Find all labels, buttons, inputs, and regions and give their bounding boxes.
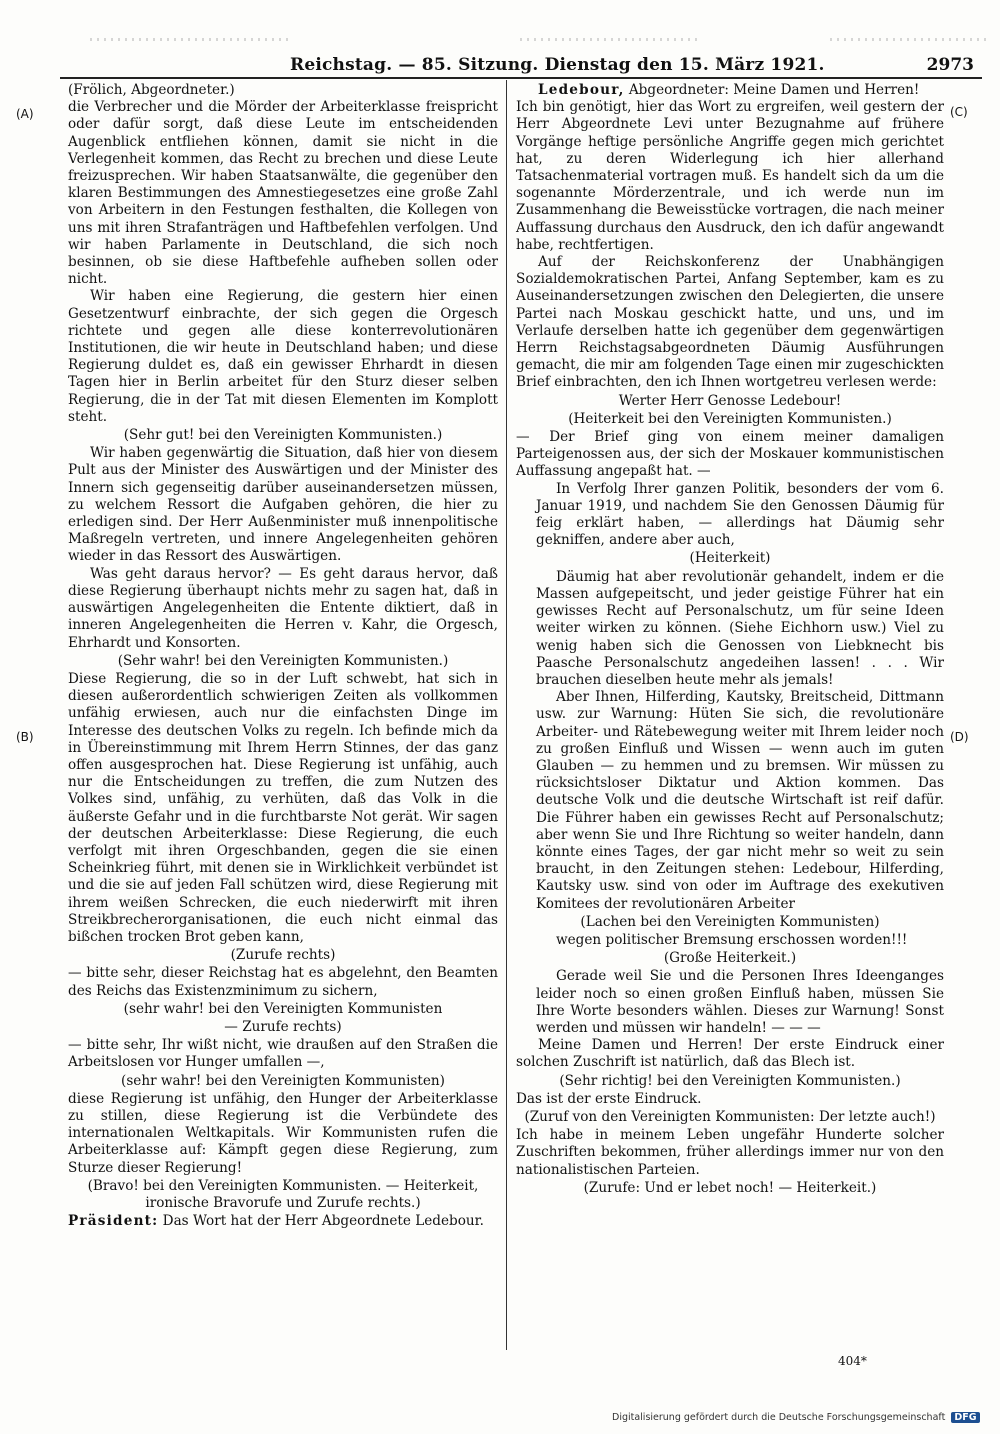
footer-credit-bar: [612, 1412, 998, 1428]
speaker-intro: (Frölich, Abgeordneter.): [68, 82, 235, 98]
speaker-line: [516, 82, 944, 99]
column-divider: [506, 80, 507, 1350]
paragraph: Auf der Reichskonferenz der Unabhängigen Sozialdemokratischen Partei, Anfang September, kam es zu Auseinandersetzungen zwischen den Delegierten, die unsere Partei nach Moskau geschickt hatte, und uns, und im Verlaufe derselben hatte ich gegenüber dem gegenwärtigen Herrn Reichstagsabgeordneten Däumig Ausführungen gemacht, die mir am folgenden Tage einen mir zugeschickten Brief einbrachten, den ich Ihnen wortgetreu verlesen werde:: [516, 254, 944, 391]
interjection: (Zurufe: Und er lebet noch! — Heiterkeit.): [583, 1179, 877, 1196]
paragraph: Ich bin genötigt, hier das Wort zu ergreifen, weil gestern der Herr Abgeordnete Levi unter Bezugnahme auf frühere Vorgänge heftige persönliche Angriffe gegen mich gerichtet hat, zu deren Widerlegung ich hier allerhand Tatsachenmaterial vortragen muß. Es handelt sich da um die sogenannte Mörderzentrale, und ich werde nun im Zusammenhang die Beweisstücke vortragen, die nach meiner Auffassung durchaus den Ausdruck, den ich dafür angewandt habe, rechtfertigen.: [516, 99, 944, 253]
interjection: (Heiterkeit bei den Vereinigten Kommunisten.): [568, 410, 892, 427]
paragraph: Diese Regierung, die so in der Luft schwebt, hat sich in diesen außerordentlich schwierigen Zeiten als vollkommen unfähig erwiesen, auch nur die einfachsten Dinge im Interesse des deutschen Volks zu regeln. Ich befinde mich da in Übereinstimmung mit Ihrem Herrn Stinnes, der das ganz offen ausgesprochen hat. Diese Regierung ist unfähig, auch nur die Entscheidungen zu treffen, die zum Nutzen des Volkes sind, unfähig, zu verhüten, daß das Volk in die äußerste Gefahr und in die furchtbarste Not gerät. Wir sagen der deutschen Arbeiterklasse: Diese Regierung, die euch verfolgt mit ihren Orgeschbanden, gegen die sie einen Scheinkrieg führt, mit denen sie in Wirklichkeit verbündet ist und die sie auf jeden Fall schützen wird, diese Regierung mit ihrem weißen Schrecken, die euch niederwirft mit ihren Streikbrecherorganisationen, die euch nicht einmal das bißchen trocken Brot geben kann,: [68, 670, 498, 945]
page-number: 2973: [926, 55, 974, 75]
interjection: (Lachen bei den Vereinigten Kommunisten): [580, 913, 880, 930]
president-statement: [68, 1213, 498, 1230]
scan-noise-right: [830, 38, 990, 41]
interjection: (sehr wahr! bei den Vereinigten Kommunisten): [121, 1072, 445, 1089]
president-text: Das Wort hat der Herr Abgeordnete Ledebour.: [162, 1213, 484, 1230]
scan-noise-left: [90, 38, 290, 41]
page-title: Reichstag. — 85. Sitzung. Dienstag den 15. März 1921.: [290, 55, 825, 75]
letter-quote: wegen politischer Bremsung erschossen worden!!!: [556, 931, 908, 948]
interjection: (Bravo! bei den Vereinigten Kommunisten. — Heiterkeit, ironische Bravorufe und Zurufe rechts.): [87, 1177, 479, 1211]
footer-credit: Digitalisierung gefördert durch die Deutsche Forschungsgemeinschaft: [612, 1412, 946, 1423]
president-label: Präsident:: [68, 1213, 159, 1230]
margin-marker-d: (D): [950, 730, 969, 744]
page-header: [60, 55, 982, 79]
paragraph: die Verbrecher und die Mörder der Arbeiterklasse freispricht oder dafür sorgt, daß diese Leute im entscheidenden Augenblick entfliehen können, damit sie nicht in die Verlegenheit kommen, das Recht zu brechen und diese Leute freizusprechen. Wir haben Staatsanwälte, die gegenüber den klaren Bestimmungen des Amnestiegesetzes eine große Zahl von Arbeitern in den Festungen festhalten, die Kollegen von uns mit ihren Strafanträgen und Haftbefehlen verfolgen. Und wir haben Parlamente in Deutschland, die sich noch besinnen, ob sie diese Haftbefehle aufheben sollen oder nicht.: [68, 99, 498, 288]
scan-noise-center: [520, 38, 700, 41]
speaker-role: Abgeordneter: Meine Damen und Herren!: [628, 82, 920, 98]
interjection: (sehr wahr! bei den Vereinigten Kommunisten: [123, 1000, 443, 1017]
letter-quote: Gerade weil Sie und die Personen Ihres Ideenganges leider noch so einen großen Einfluß haben, müssen Sie Ihre Worte besonders wählen. Dieses zur Warnung! Sonst werden und müssen wir handeln! — — —: [536, 968, 944, 1036]
letter-salutation: Werter Herr Genosse Ledebour!: [618, 392, 842, 409]
paragraph: — bitte sehr, dieser Reichstag hat es abgelehnt, den Beamten des Reichs das Existenzminimum zu sichern,: [68, 965, 498, 999]
interjection: — Zurufe rechts): [224, 1018, 342, 1035]
letter-quote: Däumig hat aber revolutionär gehandelt, indem er die Massen aufgepeitscht, und jeder geistige Führer hat ein gewisses Recht auf Personalschutz, um für seine Ideen weiter wirken zu können. (Siehe Eichhorn usw.) Viel zu wenig haben sich die Genossen von Liebknecht bis Paasche Personalschutz angedeihen lassen! . . . Wir brauchen dieselben heute mehr als jemals!: [536, 568, 944, 688]
right-column: [516, 82, 944, 1198]
letter-quote: Aber Ihnen, Hilferding, Kautsky, Breitscheid, Dittmann usw. zur Warnung: Hüten Sie sich, die revolutionäre Arbeiter- und Rätebewegung weiter mit Ihrem leider noch zu großen Einfluß und Wissen — wenn auch im guten Glauben — zu hemmen und zu bremsen. Wir müssen zu rücksichtsloser Diktatur und Aktion kommen. Das deutsche Volk und die deutsche Wirtschaft ist reif dafür. Die Führer haben ein gewisses Recht auf Personalschutz; aber wenn Sie und Ihre Richtung so weiter handeln, dann könnte eines Tages, der gar nicht mehr so weit zu sein braucht, in den Zeitungen stehen: Ledebour, Hilferding, Kautsky usw. sind von oder im Auftrage des exekutiven Komitees der revolutionären Arbeiter: [536, 689, 944, 912]
paragraph: Meine Damen und Herren! Der erste Eindruck einer solchen Zuschrift ist natürlich, daß das Blech ist.: [516, 1037, 944, 1071]
interjection: (Heiterkeit): [689, 550, 771, 567]
interjection: (Sehr wahr! bei den Vereinigten Kommunisten.): [117, 652, 449, 669]
paragraph: Ich habe in meinem Leben ungefähr Hunderte solcher Zuschriften bekommen, früher allerdings immer nur von den nationalistischen Parteien.: [516, 1127, 944, 1178]
margin-marker-b: (B): [16, 730, 34, 744]
paragraph: Was geht daraus hervor? — Es geht daraus hervor, daß diese Regierung überhaupt nichts mehr zu sagen hat, daß in auswärtigen Angelegenheiten die Entente diktiert, daß in inneren Angelegenheiten die Herren v. Kahr, die Orgesch, Ehrhardt und Konsorten.: [68, 565, 498, 651]
interjection: (Zuruf von den Vereinigten Kommunisten: Der letzte auch!): [524, 1108, 936, 1125]
paragraph: Wir haben gegenwärtig die Situation, daß hier von diesem Pult aus der Minister des Auswärtigen und der Minister des Innern sich gegenseitig darüber auseinandersetzen müssen, zu welchem Ressort die Aufgaben gehören, die hier zu erledigen sind. Der Herr Außenminister muß innenpolitische Maßregeln vertreten, und innere Angelegenheiten gehören wieder in das Ressort des Auswärtigen.: [68, 445, 498, 565]
interjection: (Sehr gut! bei den Vereinigten Kommunisten.): [123, 427, 443, 444]
speaker-name: Ledebour,: [538, 82, 625, 98]
paragraph: — bitte sehr, Ihr wißt nicht, wie draußen auf den Straßen die Arbeitslosen vor Hunger umfallen —,: [68, 1037, 498, 1071]
signature-mark: 404*: [838, 1354, 867, 1368]
interjection: (Zurufe rechts): [230, 947, 336, 964]
paragraph: Das ist der erste Eindruck.: [516, 1090, 702, 1107]
left-column: [68, 82, 498, 1230]
margin-marker-c: (C): [950, 105, 968, 119]
letter-quote: In Verfolg Ihrer ganzen Politik, besonders der vom 6. Januar 1919, und nachdem Sie den Genossen Däumig für feig erklärt haben, — allerdings hat Däumig sehr gekniffen, andere aber auch,: [536, 480, 944, 549]
paragraph: Wir haben eine Regierung, die gestern hier einen Gesetzentwurf einbrachte, der sich gegen die Orgesch richtete und gegen alle diese konterrevolutionären Institutionen, die wir heute in Deutschland haben; und diese Regierung duldet es, daß ein gewisser Ehrhardt in diesen Tagen hier in Berlin arbeitet für den Sturz dieser selben Regierung, die in der Tat mit diesen Elementen im Komplott steht.: [68, 288, 498, 425]
interjection: (Große Heiterkeit.): [663, 950, 797, 967]
interjection: (Sehr richtig! bei den Vereinigten Kommunisten.): [559, 1072, 901, 1089]
paragraph: — Der Brief ging von einem meiner damaligen Parteigenossen aus, der sich der Moskauer kommunistischen Auffassung angepaßt hat. —: [516, 429, 944, 480]
paragraph: diese Regierung ist unfähig, den Hunger der Arbeiterklasse zu stillen, diese Regierung ist die Verbündete des internationalen Weltkapitals. Wir Kommunisten rufen die Arbeiterklasse auf: Kämpft gegen diese Regierung, zum Sturze dieser Regierung!: [68, 1090, 498, 1176]
margin-marker-a: (A): [16, 107, 34, 121]
dfg-logo: DFG: [951, 1412, 979, 1423]
